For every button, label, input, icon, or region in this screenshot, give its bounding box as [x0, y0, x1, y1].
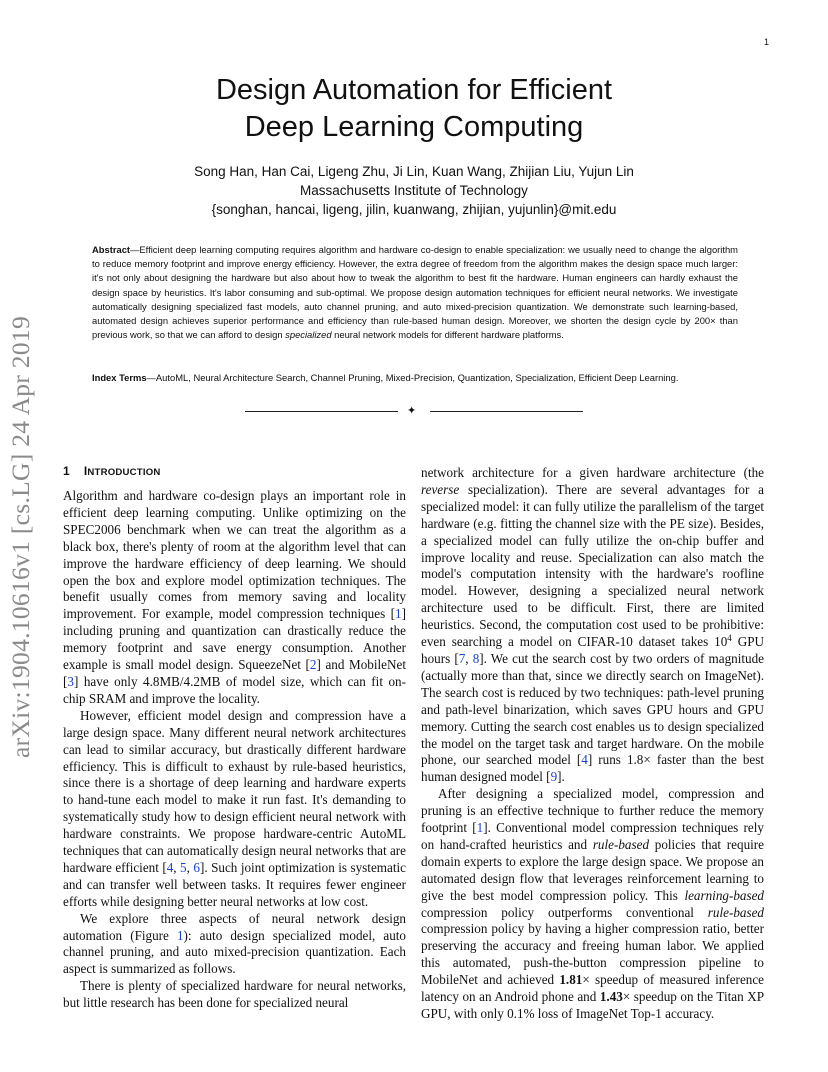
citation-link[interactable]: 4 [166, 859, 174, 875]
divider-ornament-icon: ✦ [407, 404, 417, 417]
right-column [421, 465, 764, 1023]
author-list: Song Han, Han Cai, Ligeng Zhu, Ji Lin, Kuan Wang, Zhijian Liu, Yujun Lin [194, 164, 634, 179]
text: ] and MobileNet [ [63, 657, 406, 689]
italic-text: reverse [421, 481, 460, 497]
text: , [465, 650, 473, 666]
paper-title [140, 72, 688, 146]
abstract-text-end: neural network models for different hardware platforms. [331, 329, 564, 341]
citation-link[interactable]: 1 [395, 606, 402, 622]
superscript: 4 [727, 633, 732, 644]
section-title-initial: I [83, 464, 88, 478]
figure-link[interactable]: 1 [176, 927, 184, 943]
abstract-label: Abstract [92, 244, 131, 255]
text: policies that require domain experts to explore the large design space. We propose an automated design flow that leverages reinforcement learning to give the best model compression policy. This [421, 836, 765, 903]
text: ] runs 1.8× faster than the best human designed model [ [421, 752, 764, 785]
citation-link[interactable]: 2 [309, 657, 317, 673]
paragraph [63, 708, 406, 911]
text: , [173, 859, 181, 875]
index-terms [92, 371, 738, 385]
text: GPU hours [ [421, 634, 764, 666]
title-line-2: Deep Learning Computing [244, 111, 584, 143]
bold-number: 1.43 [599, 989, 623, 1005]
citation-link[interactable]: 9 [550, 769, 558, 785]
paragraph: There is plenty of specialized hardware for neural networks, but little research has been done for specialized neural [63, 978, 406, 1011]
bold-number: 1.81 [559, 972, 583, 988]
text: ]. We cut the search cost by two orders of magnitude (actually more than that, since we directly search on ImageNet). The search cost is reduced by two techniques: path-level pruning and path-level binarization, which saves GPU hours and GPU memory. Cutting the search cost enables us to design specialized the model on the target task and target hardware. On the mobile phone, our searched model [ [421, 650, 764, 768]
citation-link[interactable]: 8 [472, 650, 480, 666]
citation-link[interactable]: 4 [581, 752, 588, 768]
citation-link[interactable]: 7 [458, 650, 466, 666]
left-column [63, 488, 406, 1012]
page-number: 1 [763, 37, 769, 47]
text: specialization). There are several advantages for a specialized model: it can fully utilize the parallelism of the target hardware (e.g. fitting the channel size with the PE size). Besides, a specialized model can fully utilize the on-chip buffer and improve locality and reuse. Specialization can also match the model's computation intensity with the hardware's roofline model. However, designing a specialized neural network architecture used to be difficult. First, there are limited heuristics. Second, the computation cost used to be prohibitive: even searching a model on CIFAR-10 dataset takes 10 [421, 481, 764, 650]
citation-link[interactable]: 1 [476, 820, 484, 836]
text: ): auto design specialized model, auto channel pruning, and auto mixed-precision quantization. Each aspect is summarized as follows. [63, 927, 407, 977]
italic-text: learning-based [684, 887, 764, 903]
text: , [186, 859, 194, 875]
index-terms-label: Index Terms [92, 372, 147, 383]
text: network architecture for a given hardware architecture (the [421, 465, 764, 480]
citation-link[interactable]: 5 [180, 859, 187, 875]
text: ]. Conventional model compression techniques rely on hand-crafted heuristics and [421, 820, 764, 852]
section-heading-introduction [63, 464, 161, 478]
section-title-rest: NTRODUCTION [87, 467, 161, 478]
italic-text: rule-based [707, 904, 764, 920]
text: ]. Such joint optimization is systematic and can transfer well between tasks. It requires fewer engineer efforts while designing better neural networks at low cost. [63, 859, 406, 909]
abstract [92, 243, 738, 342]
index-terms-text: —AutoML, Neural Architecture Search, Channel Pruning, Mixed-Precision, Quantization, Specialization, Efficient Deep Learning. [146, 372, 679, 383]
text: compression policy by having a higher compression ratio, better preserving the accuracy and freeing human labor. We applied this automated, push-the-button compression pipeline to MobileNet and achieved [421, 921, 764, 988]
citation-link[interactable]: 3 [67, 673, 74, 689]
paragraph [63, 911, 406, 979]
abstract-text: —Efficient deep learning computing requires algorithm and hardware co-design to enable specialization: we usually need to change the algorithm to reduce memory footprint and improve energy efficiency. However, the extra degree of freedom from the algorithm makes the design space much larger: it's not only about designing the hardware but also about how to tweak the algorithm to best fit the hardware. Human engineers can hardly exhaust the design space by heuristics. It's labor consuming and sub-optimal. We propose design automation techniques for efficient neural networks. We investigate automatically designing specialized fast models, auto channel pruning, and auto mixed-precision quantization. We demonstrate such learning-based, automated design achieves superior performance and efficiency than rule-based human design. Moreover, we shorten the design cycle by 200× than previous work, so that we can afford to design [92, 244, 738, 341]
paragraph [421, 465, 764, 786]
text: ]. [557, 769, 565, 785]
text: × speedup on the Titan XP GPU, with only 0.1% loss of ImageNet Top-1 accuracy. [421, 989, 764, 1021]
text: Algorithm and hardware co-design plays an important role in efficient deep learning computing. Unlike optimizing on the SPEC2006 benchmark when we can treat the algorithm as a black box, there's plenty of room at the algorithm level that can improve the hardware efficiency of deep learning. We should open the box and explore model optimization techniques. The benefit usually comes from memory saving and locality improvement. For example, model compression techniques [ [63, 488, 406, 622]
text: compression policy outperforms conventional [421, 904, 708, 920]
arxiv-identifier-stamp: arXiv:1904.10616v1 [cs.LG] 24 Apr 2019 [6, 315, 35, 758]
paragraph [63, 488, 406, 708]
author-emails: {songhan, hancai, ligeng, jilin, kuanwang, zhijian, yujunlin}@mit.edu [211, 202, 617, 217]
italic-text: rule-based [592, 836, 650, 852]
text: After designing a specialized model, compression and pruning is an effective technique to further reduce the memory footprint [ [421, 786, 764, 836]
title-line-1: Design Automation for Efficient [215, 74, 613, 106]
section-number: 1 [63, 464, 70, 478]
abstract-italic: specialized [285, 329, 332, 341]
text: ] including pruning and quantization can drastically reduce the memory footprint and save energy consumption. Another example is small model design. SqueezeNet [ [63, 606, 406, 673]
text: However, efficient model design and compression have a large design space. Many different neural network architectures can lead to similar accuracy, but drastically different hardware efficiency. This is difficult to exhaust by rule-based heuristics, since there is a shortage of deep learning and hardware experts to hand-tune each model to make it run fast. It's demanding to systematically study how to design efficient neural network with hardware constraints. We propose hardware-centric AutoML techniques that can automatically design neural networks that are hardware efficient [ [63, 707, 406, 875]
citation-link[interactable]: 6 [193, 859, 200, 875]
divider-line-left [245, 411, 398, 412]
text: We explore three aspects of neural network design automation (Figure [63, 910, 406, 943]
divider-line-right [430, 411, 583, 412]
affiliation: Massachusetts Institute of Technology [300, 183, 528, 198]
text: ] have only 4.8MB/4.2MB of model size, which can fit on-chip SRAM and improve the locality. [63, 673, 406, 706]
text: × speedup of measured inference latency on an Android phone and [421, 972, 765, 1005]
paragraph [421, 786, 764, 1023]
